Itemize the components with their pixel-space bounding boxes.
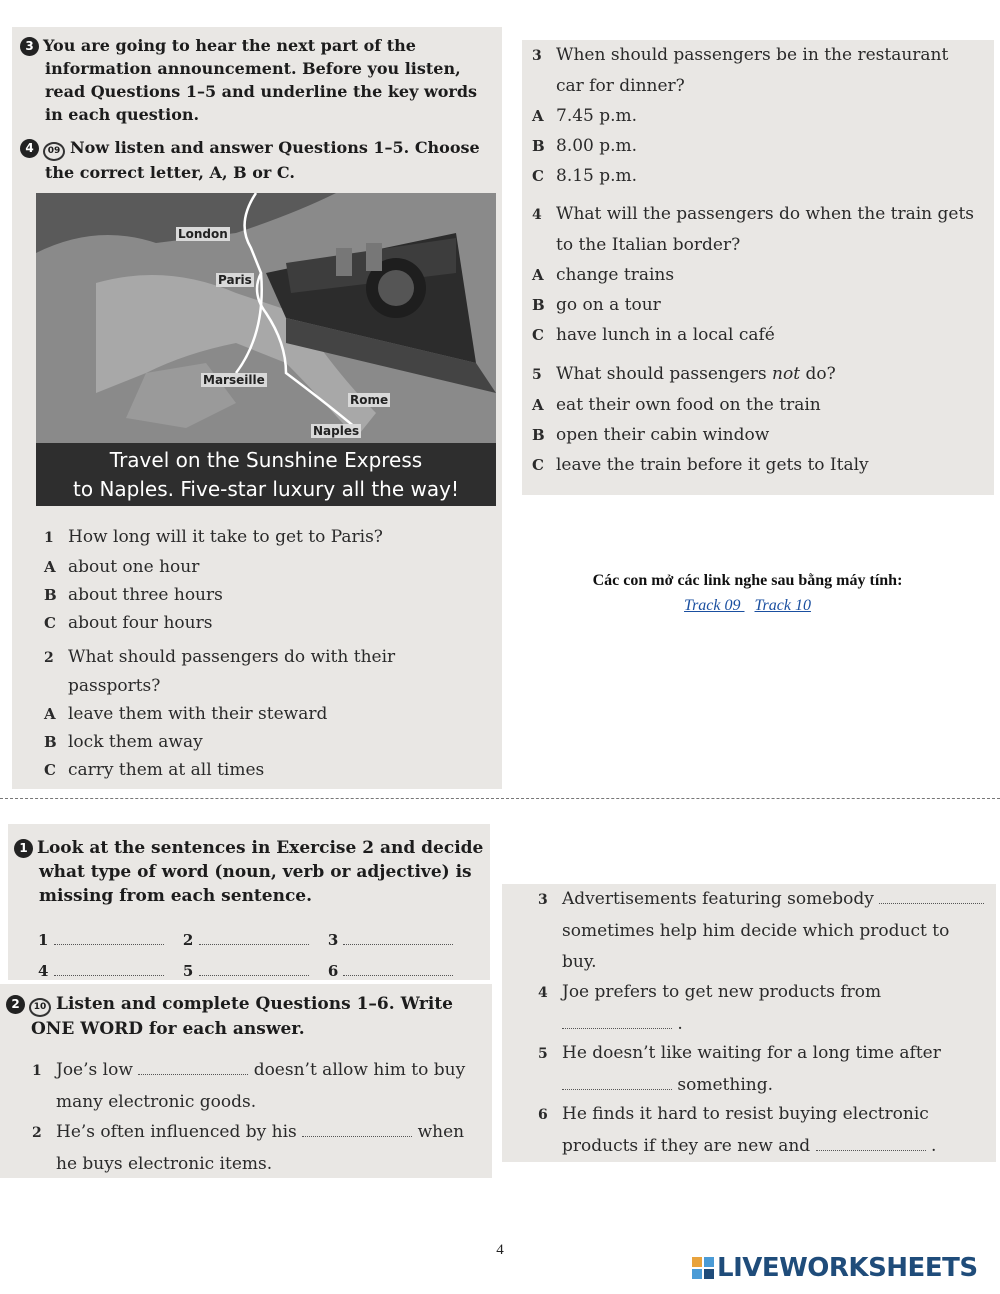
audio-links	[520, 597, 975, 615]
map-label-rome: Rome	[350, 393, 389, 407]
answer-blank[interactable]	[138, 1060, 248, 1075]
exercise-4-instructions: 4 09 Now listen and answer Questions 1–5. Choose the correct letter, A, B or C.	[20, 136, 490, 184]
track-09-link[interactable]: Track 09	[684, 597, 745, 614]
map-banner: Travel on the Sunshine Express to Naples. Five-star luxury all the way!	[36, 443, 496, 506]
option-c[interactable]: C have lunch in a local café	[532, 325, 775, 345]
option-b[interactable]: B 8.00 p.m.	[532, 136, 638, 156]
question-3: 3 When should passengers be in the restaurant car for dinner? A 7.45 p.m. B 8.00 p.m. C 8.15 p.m.	[532, 40, 987, 191]
option-c[interactable]: C about four hours	[44, 613, 213, 633]
option-a[interactable]: A eat their own food on the train	[532, 395, 821, 415]
option-a[interactable]: A about one hour	[44, 557, 200, 577]
question-4: 4 What will the passengers do when the train gets to the Italian border? A change trains B go on a tour C have lunch in a local café	[532, 199, 990, 350]
exercise-number-badge: 1	[14, 839, 33, 858]
exercise-1-instructions: 1 Look at the sentences in Exercise 2 and decide what type of word (noun, verb or adjective) is missing from each sentence.	[14, 836, 484, 908]
page-number: 4	[496, 1242, 504, 1258]
exercise-2-instructions: 2 10 Listen and complete Questions 1–6. Write ONE WORD for each answer.	[6, 992, 486, 1041]
option-b[interactable]: B go on a tour	[532, 295, 661, 315]
option-c[interactable]: C 8.15 p.m.	[532, 166, 638, 186]
question-2: 2 What should passengers do with their passports? A leave them with their steward B lock them away C carry them at all times	[44, 643, 494, 784]
europe-train-map-image	[36, 193, 496, 506]
option-a[interactable]: A leave them with their steward	[44, 704, 328, 724]
sentence-2: 2 He’s often influenced by his when he buys electronic items.	[32, 1122, 465, 1174]
answer-blank[interactable]	[199, 961, 309, 976]
answer-blank[interactable]	[199, 930, 309, 945]
map-label-paris: Paris	[218, 273, 252, 287]
question-5: 5 What should passengers not do? A eat their own food on the train B open their cabin window C leave the train before it gets to Italy	[532, 359, 987, 480]
option-c[interactable]: C carry them at all times	[44, 760, 265, 780]
exercise-number-badge: 4	[20, 139, 39, 158]
answer-blank[interactable]	[343, 961, 453, 976]
sentence-3: 3 Advertisements featuring somebody sometimes help him decide which product to buy.	[538, 884, 996, 978]
sentence-5: 5 He doesn’t like waiting for a long time after something.	[538, 1043, 941, 1095]
option-c[interactable]: C leave the train before it gets to Italy	[532, 455, 869, 475]
answer-blank[interactable]	[302, 1122, 412, 1137]
links-instruction: Các con mở các link nghe sau bằng máy tính:	[592, 572, 903, 589]
answer-blank[interactable]	[562, 1075, 672, 1090]
liveworksheets-logo: LIVEWORKSHEETS	[692, 1253, 978, 1283]
map-label-marseille: Marseille	[203, 373, 265, 387]
option-b[interactable]: B lock them away	[44, 732, 203, 752]
answer-blank[interactable]	[54, 930, 164, 945]
word-type-blanks: 1 2 3 4 5 6	[38, 925, 458, 987]
map-label-naples: Naples	[313, 424, 360, 438]
option-b[interactable]: B open their cabin window	[532, 425, 770, 445]
map-label-london: London	[178, 227, 228, 241]
answer-blank[interactable]	[54, 961, 164, 976]
exercise-3-instructions: 3 You are going to hear the next part of the information announcement. Before you listen, read Questions 1–5 and underline the key words in each question.	[20, 34, 490, 126]
sentence-6: 6 He finds it hard to resist buying electronic products if they are new and .	[538, 1104, 937, 1156]
option-a[interactable]: A change trains	[532, 265, 675, 285]
sentence-1: 1 Joe’s low doesn’t allow him to buy many electronic goods.	[32, 1060, 466, 1112]
question-1: 1 How long will it take to get to Paris? A about one hour B about three hours C about four hours	[44, 522, 494, 637]
logo-squares-icon	[692, 1257, 714, 1279]
answer-blank[interactable]	[562, 1014, 672, 1029]
audio-track-icon[interactable]: 09	[43, 142, 65, 161]
track-10-link[interactable]: Track 10	[754, 597, 811, 614]
option-b[interactable]: B about three hours	[44, 585, 223, 605]
answer-blank[interactable]	[343, 930, 453, 945]
section-divider	[0, 798, 1000, 799]
exercise-number-badge: 2	[6, 995, 25, 1014]
answer-blank[interactable]	[816, 1136, 926, 1151]
sentence-4: 4 Joe prefers to get new products from .	[538, 982, 882, 1034]
option-a[interactable]: A 7.45 p.m.	[532, 106, 638, 126]
audio-track-icon[interactable]: 10	[29, 998, 51, 1017]
answer-blank[interactable]	[879, 889, 984, 904]
exercise-number-badge: 3	[20, 37, 39, 56]
